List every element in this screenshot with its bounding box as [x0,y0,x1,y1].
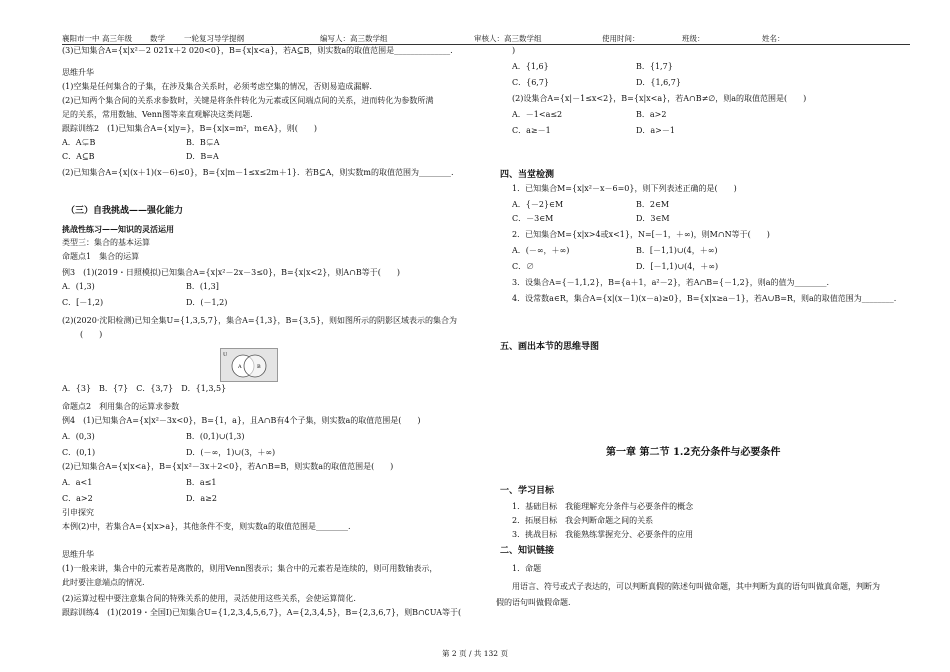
option: D．a>－1 [636,126,675,135]
option: B．(1,3] [186,282,219,291]
text-line: 1．基础目标 我能理解充分条件与必要条件的概念 [512,502,694,511]
text-line: 用语言、符号或式子表达的，可以判断真假的陈述句叫做命题，其中判断为真的语句叫做真命题，判断为 [512,582,880,591]
option: C．(0,1) [62,448,96,457]
option: B．{1,7} [636,62,673,71]
text-line: (2)已知集合A={x|x<a}，B={x|x²－3x＋2<0}，若A∩B=B，则实数a的取值范围是( ) [62,462,394,471]
text-line: (2)已知集合A={x|(x＋1)(x－6)≤0}，B={x|m－1≤x≤2m＋1}．若B⊆A，则实数m的取值范围为________. [62,168,454,177]
text-line: (2)设集合A={x|－1≤x<2}，B={x|x<a}，若A∩B≠∅，则a的取值范围是( ) [512,94,807,103]
option: C．∅ [512,262,535,271]
text-line: 类型三：集合的基本运算 [62,238,150,247]
option: D．(－1,2) [186,298,228,307]
header-grade: 高三年级 [102,34,132,43]
section-label: 思维升华 [62,550,94,559]
text-line: 3．设集合A={－1,1,2}，B={a＋1，a²－2}，若A∩B={－1,2}，则a的值为________. [512,278,830,287]
section-heading: 五、画出本节的思维导图 [500,342,600,352]
text-line: 命题点1 集合的运算 [62,252,140,261]
text-line: (2)运算过程中要注意集合间的特殊关系的使用，灵活使用这些关系，会使运算简化. [62,594,356,603]
venn-circle-b [244,355,266,377]
option: A．(0,3) [62,432,95,441]
option: C．a≥－1 [512,126,551,135]
text-line: (2)(2020·沈阳检测)已知全集U={1,3,5,7}，集合A={1,3}，B={3,5}，则如图所示的阴影区域表示的集合为 [62,316,457,325]
option: A．(－∞，＋∞) [512,246,570,255]
text-line: 跟踪训练2 (1)已知集合A={x|y=}，B={x|x=m²，m∈A}，则( ) [62,124,318,133]
text-line: 1．命题 [512,564,542,573]
option: D．a≥2 [186,494,217,503]
option: A．－1<a≤2 [512,110,563,119]
text-line: (2)已知两个集合间的关系求参数时，关键是将条件转化为元素或区间端点间的关系，进而转化为参数所满 [62,96,434,105]
option: A．{－2}∈M [512,200,564,209]
text-line: ) [512,46,516,55]
text-line: 假的语句叫做假命题. [496,598,571,607]
chapter-title: 第一章 第二节 1.2充分条件与必要条件 [606,447,781,458]
option: B．a>2 [636,110,667,119]
section-label: 引申探究 [62,508,94,517]
option: A．{1,6} [512,62,549,71]
page-header [62,32,910,45]
text-line: 2．拓展目标 我会判断命题之间的关系 [512,516,654,525]
option: A．{3} B．{7} C．{3,7} D．{1,3,5} [62,384,227,393]
text-line: ( ) [80,330,103,339]
option: C．－3∈M [512,214,554,223]
option: D．(－∞，1)∪(3，＋∞) [186,448,276,457]
venn-diagram [220,348,278,382]
venn-label-b: B [257,364,261,370]
option: C．[－1,2) [62,298,104,307]
section-label: 思维升华 [62,68,94,77]
option: D．{1,6,7} [636,78,681,87]
text-line: 足的关系，常用数轴、Venn图等来直观解决这类问题. [62,110,253,119]
header-subject: 数学 [150,34,165,43]
subheading: 挑战性练习——知识的灵活运用 [62,224,174,234]
venn-label-u: U [223,352,228,358]
page-footer: 第 2 页 / 共 132 页 [442,649,508,658]
section-heading: （三）自我挑战——强化能力 [66,206,184,216]
option: B．(0,1)∪(1,3) [186,432,245,441]
option: A．(1,3) [62,282,95,291]
option: B．a≤1 [186,478,217,487]
option: C．A⊆B [62,152,95,161]
option: D．B=A [186,152,219,161]
text-line: 跟踪训练4 (1)(2019・全国Ⅰ)已知集合U={1,2,3,4,5,6,7}，A={2,3,4,5}，B={2,3,6,7}，则B∩∁UA等于( [62,608,462,617]
venn-graphic [221,349,277,381]
section-heading: 四、当堂检测 [500,170,555,180]
header-reviewer: 审核人：高三数学组 [474,34,542,43]
header-name: 姓名： [762,34,785,43]
text-line: 此时要注意端点的情况. [62,578,145,587]
option: D．[－1,1)∪(4，＋∞) [636,262,719,271]
option: A．a<1 [62,478,93,487]
option: D．3∈M [636,214,670,223]
option: C．{6,7} [512,78,550,87]
text-line: (1)一般来讲，集合中的元素若是离散的，则用Venn图表示；集合中的元素若是连续的，则可用数轴表示， [62,564,438,573]
text-line: 例3 (1)(2019・日照模拟)已知集合A={x|x²－2x－3≤0}，B={x|x<2}，则A∩B等于( ) [62,268,400,277]
text-line: 本例(2)中，若集合A={x|x>a}，其他条件不变，则实数a的取值范围是________. [62,522,351,531]
section-heading: 一、学习目标 [500,486,555,496]
venn-label-a: A [238,364,242,370]
text-line: 3．挑战目标 我能熟练掌握充分、必要条件的应用 [512,530,694,539]
option: B．B⊊A [186,138,220,147]
text-line: 例4 (1)已知集合A={x|x²－3x<0}，B={1，a}，且A∩B有4个子集，则实数a的取值范围是( ) [62,416,421,425]
text-line: (3)已知集合A={x|x²－2 021x＋2 020<0}，B={x|x<a}，若A⊆B，则实数a的取值范围是______________. [62,46,453,55]
header-class: 班级： [682,34,705,43]
option: B．2∈M [636,200,670,209]
option: A．A⊊B [62,138,96,147]
option: C．a>2 [62,494,93,503]
text-line: 1．已知集合M={x|x²－x－6=0}，则下列表述正确的是( ) [512,184,737,193]
header-writer: 编写人：高三数学组 [320,34,388,43]
option: B．[－1,1)∪(4，＋∞) [636,246,718,255]
header-doc: 一轮复习导学提纲 [184,34,244,43]
text-line: 命题点2 利用集合的运算求参数 [62,402,180,411]
header-school: 襄阳市一中 [62,34,100,43]
text-line: 4．设常数a∈R，集合A={x|(x－1)(x－a)≥0}，B={x|x≥a－1}，若A∪B=R，则a的取值范围为________. [512,294,897,303]
text-line: (1)空集是任何集合的子集，在涉及集合关系时，必须考虑空集的情况，否则易造成漏解. [62,82,372,91]
header-time: 使用时间： [602,34,640,43]
section-heading: 二、知识链接 [500,546,555,556]
text-line: 2．已知集合M={x|x>4或x<1}，N=[－1，＋∞)，则M∩N等于( ) [512,230,770,239]
